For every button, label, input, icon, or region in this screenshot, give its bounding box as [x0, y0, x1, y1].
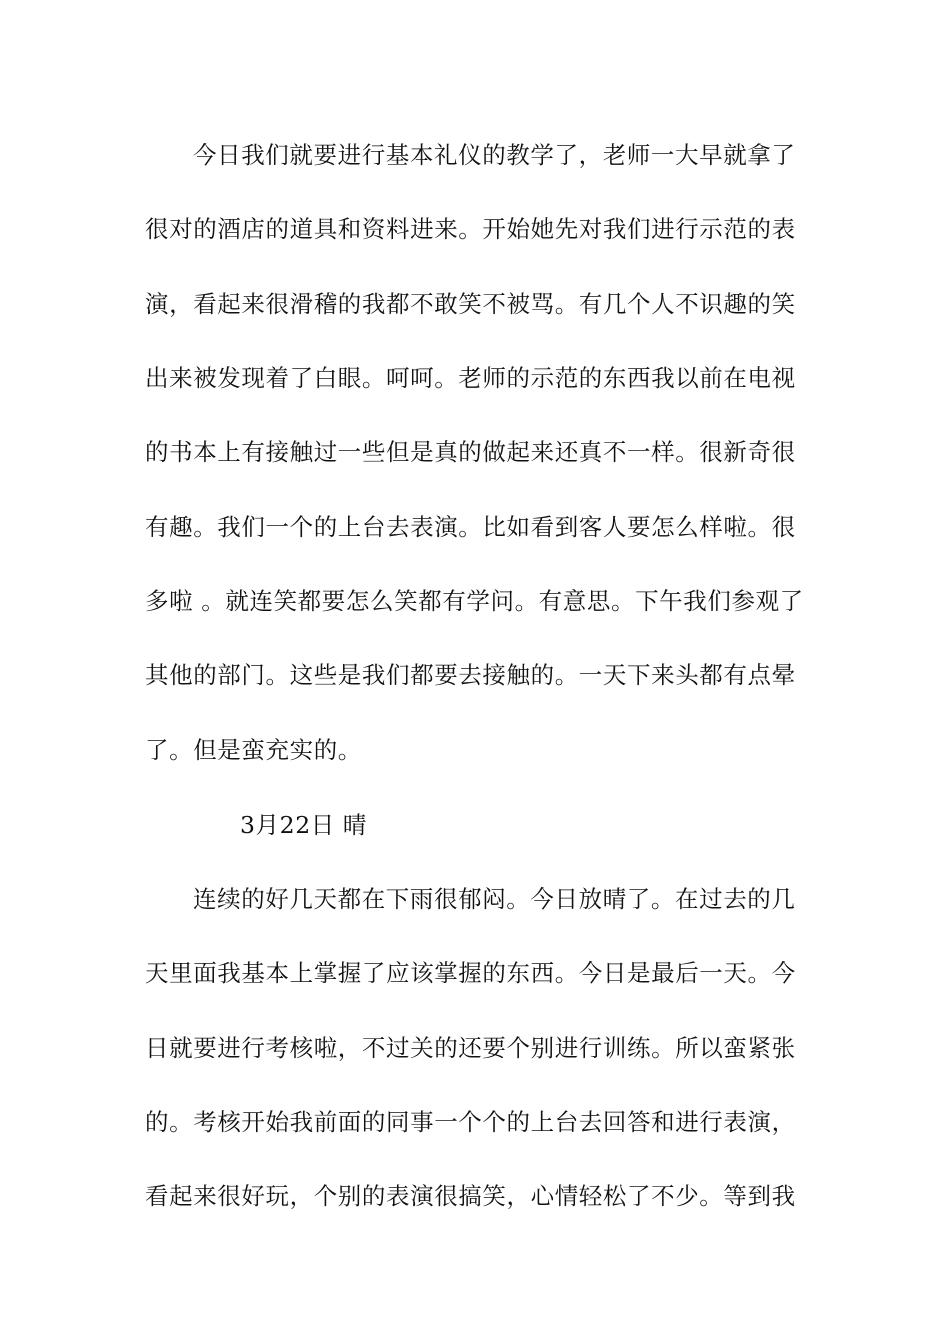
- paragraph-line: 天里面我基本上掌握了应该掌握的东西。今日是最后一天。今: [145, 959, 796, 987]
- paragraph-line: 出来被发现着了白眼。呵呵。老师的示范的东西我以前在电视: [145, 364, 796, 392]
- paragraph-line: 多啦 。就连笑都要怎么笑都有学问。有意思。下午我们参观了: [145, 587, 804, 615]
- paragraph-line: 了。但是蛮充实的。: [145, 736, 362, 764]
- paragraph-line: 日就要进行考核啦，不过关的还要个别进行训练。所以蛮紧张: [145, 1034, 796, 1062]
- paragraph-line: 的书本上有接触过一些但是真的做起来还真不一样。很新奇很: [145, 438, 796, 466]
- date-heading: 3月22日 晴: [240, 811, 368, 839]
- paragraph-line: 看起来很好玩，个别的表演很搞笑，心情轻松了不少。等到我: [145, 1182, 796, 1210]
- paragraph-line: 的。考核开始我前面的同事一个个的上台去回答和进行表演，: [145, 1108, 796, 1136]
- paragraph-line: 连续的好几天都在下雨很郁闷。今日放晴了。在过去的几: [193, 885, 796, 913]
- paragraph-line: 很对的酒店的道具和资料进来。开始她先对我们进行示范的表: [145, 215, 796, 243]
- paragraph-line: 其他的部门。这些是我们都要去接触的。一天下来头都有点晕: [145, 661, 796, 689]
- paragraph-line: 演，看起来很滑稽的我都不敢笑不被骂。有几个人不识趣的笑: [145, 290, 796, 318]
- paragraph-line: 有趣。我们一个的上台去表演。比如看到客人要怎么样啦。很: [145, 513, 796, 541]
- paragraph-line: 今日我们就要进行基本礼仪的教学了，老师一大早就拿了: [193, 141, 796, 169]
